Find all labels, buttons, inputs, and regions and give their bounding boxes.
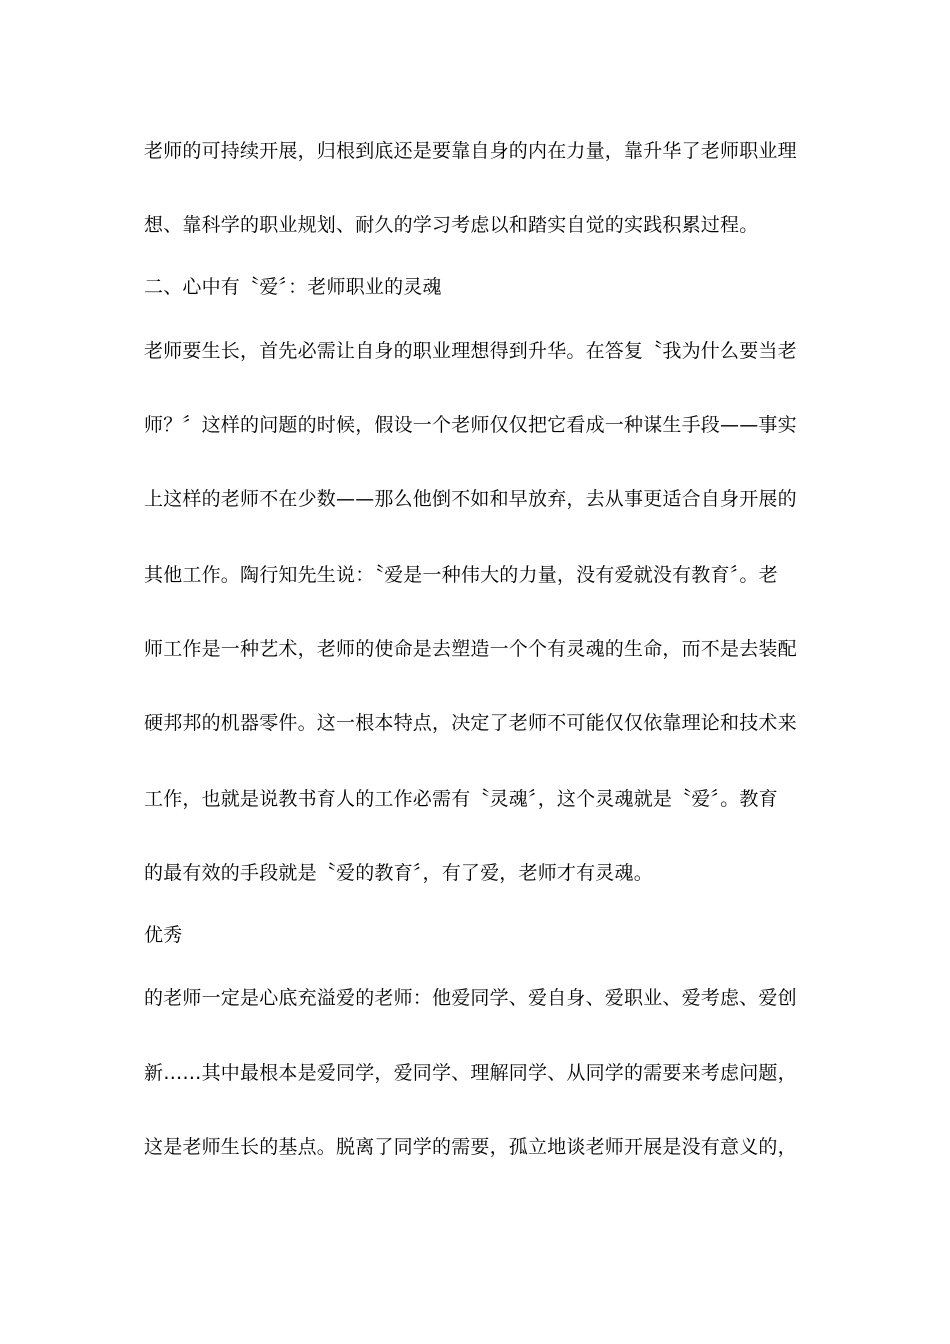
body-text-line: 上这样的老师不在少数——那么他倒不如和早放弃，去从事更适合自身开展的 <box>144 488 797 510</box>
body-text-line: 的最有效的手段就是〝爱的教育〞，有了爱，老师才有灵魂。 <box>144 862 653 884</box>
section-heading: 二、心中有〝爱〞：老师职业的灵魂 <box>144 276 442 298</box>
body-text-line: 师工作是一种艺术，老师的使命是去塑造一个个有灵魂的生命，而不是去装配 <box>144 638 797 660</box>
body-text-line: 的老师一定是心底充溢爱的老师：他爱同学、爱自身、爱职业、爱考虑、爱创 <box>144 987 797 1009</box>
body-text-line: 工作，也就是说教书育人的工作必需有〝灵魂〞，这个灵魂就是〝爱〞。教育 <box>144 788 778 810</box>
body-text-line: 其他工作。陶行知先生说：〝爱是一种伟大的力量，没有爱就没有教育〞。老 <box>144 564 778 586</box>
body-text-line: 想、靠科学的职业规划、耐久的学习考虑以和踏实自觉的实践积累过程。 <box>144 214 759 236</box>
body-text-line: 优秀 <box>144 924 183 946</box>
body-text-line: 师？〞这样的问题的时候，假设一个老师仅仅把它看成一种谋生手段——事实 <box>144 414 797 436</box>
body-text-line: 这是老师生长的基点。脱离了同学的需要，孤立地谈老师开展是没有意义的， <box>144 1136 797 1158</box>
body-text-line: 老师的可持续开展，归根到底还是要靠自身的内在力量，靠升华了老师职业理 <box>144 140 797 162</box>
body-text-line: 老师要生长，首先必需让自身的职业理想得到升华。在答复〝我为什么要当老 <box>144 340 797 362</box>
body-text-line: 硬邦邦的机器零件。这一根本特点，决定了老师不可能仅仅依靠理论和技术来 <box>144 712 797 734</box>
body-text-line: 新……其中最根本是爱同学，爱同学、理解同学、从同学的需要来考虑问题， <box>144 1062 797 1084</box>
